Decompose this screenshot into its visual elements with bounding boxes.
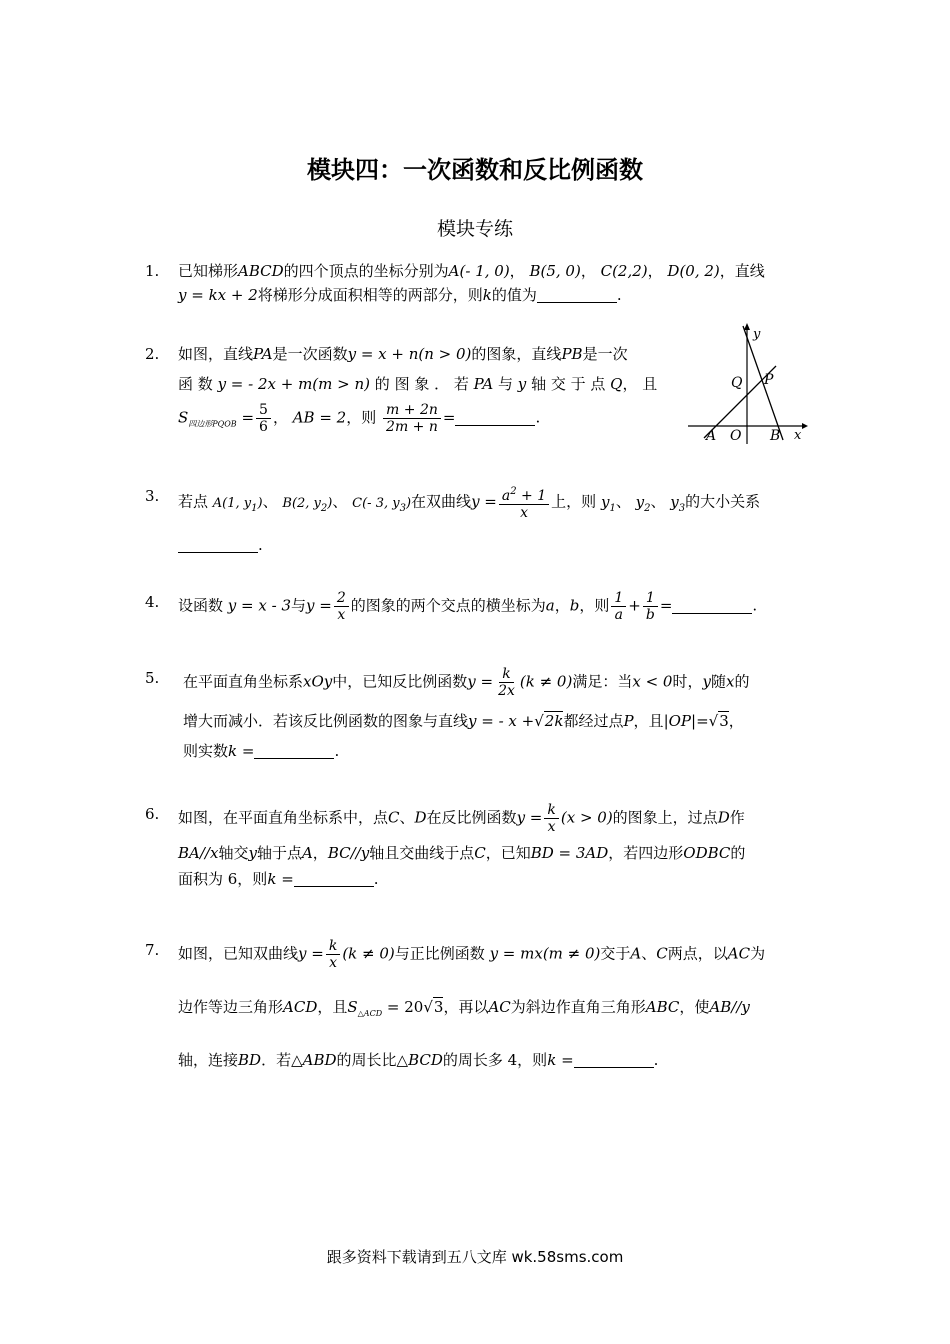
math: PA — [473, 375, 494, 393]
section-subtitle: 模块专练 — [436, 218, 513, 240]
label-q: Q — [731, 375, 743, 391]
text: 的值为 — [491, 286, 537, 304]
math: △ACD — [357, 1009, 383, 1018]
math: C — [474, 844, 486, 862]
question-line — [183, 709, 810, 733]
answer-blank — [254, 742, 334, 759]
text: 、 — [641, 944, 657, 963]
text: . — [653, 1051, 659, 1069]
y3 — [670, 492, 686, 514]
question-line — [183, 666, 810, 699]
text: 时， — [672, 672, 703, 691]
footer-text: 跟多资料下载请到五八文库 wk.58sms.com — [326, 1248, 624, 1266]
math: k — [267, 870, 277, 888]
text: 、 — [615, 492, 631, 511]
text: 是一次函数 — [272, 345, 348, 363]
math: k — [482, 286, 492, 304]
question-4 — [145, 590, 810, 623]
math: (x > 0) — [560, 808, 613, 827]
math: ABCD — [238, 262, 284, 280]
text: ， — [554, 596, 570, 615]
text: 轴交 — [218, 844, 249, 862]
denominator: a — [614, 607, 623, 623]
math: PB — [561, 345, 583, 363]
text: 的 图 象 ． 若 — [374, 375, 469, 393]
numerator: k — [544, 802, 558, 819]
math: BA//x — [178, 844, 219, 862]
subscript: 2 — [644, 502, 651, 514]
math: BC//y — [327, 844, 370, 862]
math: C(2,2) — [600, 262, 648, 280]
label-p: P — [764, 372, 774, 388]
subscript: 3 — [399, 502, 406, 514]
question-line — [178, 841, 810, 865]
math: y = — [471, 492, 497, 511]
text: 轴且交曲线于点 — [369, 844, 475, 862]
question-line: $S_{四边形PQOB}$ = $\frac{5}{6}$ ， AB = 2，则 $\frac{m + 2n}{2m + n}$ = . — [178, 402, 541, 435]
fraction — [643, 590, 658, 623]
question-number: 3. — [145, 487, 160, 505]
answer-blank — [178, 536, 258, 553]
math: A — [630, 944, 642, 963]
label-o: O — [730, 428, 742, 444]
label-a: A — [706, 428, 717, 444]
denominator: 2m + n — [386, 419, 438, 435]
math: BD — [238, 1051, 262, 1069]
text: 若点 — [178, 492, 209, 511]
text: 中，已知反比例函数 — [332, 672, 468, 691]
question-2 — [145, 342, 685, 437]
text: ，已知 — [485, 844, 531, 862]
math: y = x - 3 — [227, 596, 291, 615]
text: 如图，直线 — [178, 345, 254, 363]
text: . — [373, 870, 379, 888]
text: ．若 — [261, 1051, 292, 1069]
math: (k ≠ 0) — [519, 672, 573, 691]
point-b — [282, 495, 333, 514]
text: 的图象，直线 — [471, 345, 562, 363]
subscript: 1 — [251, 502, 258, 514]
numerator: 5 — [256, 402, 271, 419]
math: xOy — [303, 672, 333, 691]
math: y — [600, 492, 610, 511]
text: 上，则 — [551, 492, 597, 511]
math: C — [656, 944, 668, 963]
denominator: x — [547, 819, 556, 835]
text: 的周长比 — [336, 1051, 397, 1069]
math: ) — [327, 495, 333, 511]
math: b — [569, 596, 580, 615]
question-number: 4. — [145, 593, 160, 611]
point-a — [212, 495, 263, 514]
math: y = — [467, 672, 494, 691]
question-line: 已知梯形ABCD的四个顶点的坐标分别为A(- 1, 0)， B(5, 0)， C(2,2)， D(0, 2)，直线 — [178, 262, 765, 280]
question-3 — [145, 484, 810, 557]
text: 已知梯形 — [178, 262, 239, 280]
math: C(- 3, y — [352, 495, 400, 511]
y1 — [600, 492, 616, 514]
text: = — [659, 596, 673, 615]
math: x — [725, 672, 735, 691]
question-7 — [145, 938, 810, 1072]
text: 随 — [710, 672, 726, 691]
question-line — [178, 372, 685, 396]
text: 如图，在平面直角坐标系中，点 — [178, 808, 389, 827]
math: D(0, 2) — [667, 262, 720, 280]
text: 的大小关系 — [685, 492, 761, 511]
text: 为 — [750, 944, 766, 963]
math: △BCD — [396, 1051, 443, 1069]
question-number: 6. — [145, 805, 160, 823]
text: 轴，连接 — [178, 1051, 239, 1069]
question-number: 7. — [145, 941, 160, 959]
y-axis-arrow — [744, 323, 750, 330]
math: 3 — [433, 998, 444, 1016]
subscript: 1 — [609, 502, 616, 514]
math: (k ≠ 0) — [342, 944, 395, 963]
question-6 — [145, 802, 810, 891]
math: ) — [257, 495, 263, 511]
text: 为斜边作直角三角形 — [510, 998, 646, 1016]
math: √ — [534, 712, 544, 730]
question-1 — [145, 259, 810, 307]
text: 则实数 — [183, 742, 229, 760]
label-y: y — [753, 327, 761, 342]
question-line — [178, 802, 810, 835]
text: 将梯形分成面积相等的两部分，则 — [257, 286, 483, 304]
numerator: k — [499, 666, 513, 683]
answer-blank — [574, 1051, 654, 1068]
answer-blank — [672, 597, 752, 614]
question-number: 1. — [145, 262, 160, 280]
text: . — [535, 408, 541, 427]
denominator: x — [337, 607, 346, 623]
text: 轴 交 于 点 — [531, 375, 606, 393]
fraction — [383, 402, 441, 435]
text: 是一次 — [582, 345, 628, 363]
text: . — [334, 742, 340, 760]
text: 、 — [332, 492, 348, 511]
math: y = - x + — [468, 712, 535, 730]
text: 两点，以 — [667, 944, 728, 963]
question-line — [178, 342, 685, 366]
line-pb — [743, 326, 783, 440]
numerator — [499, 484, 549, 505]
question-line — [178, 484, 810, 521]
text: 都经过点 — [563, 712, 624, 730]
text: 的图象的两个交点的横坐标为 — [350, 596, 546, 615]
question-5 — [145, 666, 810, 763]
math: BD = 3AD — [530, 844, 609, 862]
math: ) — [405, 495, 412, 511]
text: 的 — [734, 672, 750, 691]
text: 设函数 — [178, 596, 224, 615]
text: 的四个顶点的坐标分别为 — [283, 262, 449, 280]
math: Q — [610, 375, 623, 393]
math: 3 — [719, 712, 729, 730]
text: 作 — [729, 808, 745, 827]
numerator: m + 2n — [383, 402, 441, 419]
math: = 20 — [386, 998, 424, 1016]
math: x < 0 — [632, 672, 673, 691]
text: ，且 — [633, 712, 664, 730]
label-x: x — [794, 428, 802, 443]
text: 、 — [399, 808, 415, 827]
math: y = — [298, 944, 324, 963]
text: ，则 — [579, 596, 610, 615]
text: ，使 — [679, 998, 710, 1016]
text: ， 且 — [622, 375, 658, 393]
math: P — [623, 712, 634, 730]
math: y = kx + 2 — [178, 286, 258, 304]
fraction — [611, 590, 626, 623]
math: k — [228, 742, 238, 760]
page-title: 模块四：一次函数和反比例函数 — [307, 156, 643, 184]
question-line — [178, 533, 810, 557]
text: ， — [728, 712, 744, 730]
math: ACD — [283, 998, 318, 1016]
math: y = x + n(n > 0) — [347, 345, 472, 363]
text: 与正比例函数 — [394, 944, 485, 963]
text: 、 — [262, 492, 278, 511]
math: √ — [708, 712, 719, 730]
numerator: k — [326, 938, 340, 955]
subscript: 2 — [320, 502, 328, 514]
math: y = - 2x + m(m > n) — [217, 375, 371, 393]
text: 轴于点 — [256, 844, 302, 862]
text: = — [241, 742, 255, 760]
math: = — [696, 712, 709, 730]
answer-blank — [537, 286, 617, 303]
question-line — [178, 867, 810, 891]
math: a — [545, 596, 555, 615]
math: AB//y — [709, 998, 750, 1016]
fraction — [544, 802, 558, 835]
text: + — [628, 596, 641, 615]
math: ABC — [645, 998, 680, 1016]
y2 — [635, 492, 651, 514]
text: 满足：当 — [572, 672, 633, 691]
text: = — [561, 1051, 574, 1069]
question-line: 边作等边三角形ACD，且$S_{\triangle ACD} = 20√3$，再以AC为斜边作直角三角形ABC，使AB//y — [178, 998, 750, 1018]
text: 函 数 — [178, 375, 213, 393]
math: + 1 — [516, 488, 547, 504]
fraction — [326, 938, 340, 971]
question-line — [178, 1048, 810, 1072]
point-c — [352, 495, 412, 514]
text: = — [442, 408, 456, 427]
question-line — [178, 590, 810, 623]
text: ，直线 — [719, 262, 765, 280]
question-line — [178, 283, 810, 307]
subscript: 3 — [678, 502, 686, 514]
denominator: x — [520, 505, 528, 521]
text: ，且 — [317, 998, 348, 1016]
math: ODBC — [683, 844, 731, 862]
text: 边作等边三角形 — [178, 998, 284, 1016]
fraction — [499, 484, 549, 521]
text: 在平面直角坐标系 — [183, 672, 304, 691]
math: A(1, y — [212, 495, 252, 511]
text: 的 — [730, 844, 746, 862]
text: 增大而减小．若该反比例函数的图象与直线 — [183, 712, 469, 730]
question-line — [183, 739, 810, 763]
text: . — [752, 596, 758, 615]
math: y — [517, 375, 527, 393]
text: 在双曲线 — [411, 492, 472, 511]
text: 的图象上，过点 — [612, 808, 718, 827]
denominator: b — [645, 607, 655, 623]
answer-blank — [294, 870, 374, 887]
math: D — [414, 808, 427, 827]
text: ，再以 — [443, 998, 489, 1016]
math: a — [501, 488, 511, 504]
text: 的周长多 4，则 — [442, 1051, 548, 1069]
question-number: 2. — [145, 345, 160, 363]
math: k — [547, 1051, 557, 1069]
math: y = — [306, 596, 332, 615]
math: B(5, 0) — [529, 262, 581, 280]
math: C — [388, 808, 400, 827]
text: = — [281, 870, 294, 888]
text: 交于 — [600, 944, 631, 963]
text: 如图，已知双曲线 — [178, 944, 299, 963]
math: B(2, y — [282, 495, 321, 511]
numerator: 1 — [611, 590, 626, 607]
numerator: 1 — [643, 590, 658, 607]
math: AC — [727, 944, 751, 963]
math: A(- 1, 0) — [448, 262, 510, 280]
superscript: 2 — [510, 486, 517, 497]
text: . — [258, 536, 263, 554]
answer-blank — [455, 409, 535, 426]
denominator: 6 — [259, 419, 268, 435]
math: y — [670, 492, 679, 511]
math: y = — [516, 808, 543, 827]
text: ， — [312, 844, 328, 862]
math: y — [702, 672, 711, 691]
text: 与 — [498, 375, 514, 393]
question-line — [178, 938, 810, 971]
text: . — [616, 286, 622, 304]
question-2-figure — [686, 322, 808, 446]
text: 、 — [650, 492, 666, 511]
numerator: 2 — [334, 590, 349, 607]
text: ，则 — [346, 408, 377, 427]
question-number: 5. — [145, 669, 160, 687]
math: |OP| — [663, 712, 697, 730]
x-axis-arrow — [802, 423, 808, 429]
text: 面积为 6，则 — [178, 870, 268, 888]
fraction — [334, 590, 349, 623]
math: S — [347, 998, 358, 1016]
math: 四边形PQOB — [188, 419, 237, 429]
label-b: B — [770, 428, 781, 444]
math: D — [717, 808, 730, 827]
denominator: x — [329, 955, 338, 971]
math: S — [178, 408, 189, 427]
denominator: 2x — [498, 683, 515, 699]
text: ，若四边形 — [608, 844, 684, 862]
fraction — [495, 666, 518, 699]
math: PA — [253, 345, 273, 363]
math: y — [635, 492, 645, 511]
math: y — [248, 844, 257, 862]
math: A — [301, 844, 313, 862]
math: 2k — [544, 712, 564, 730]
math: △ABD — [291, 1051, 337, 1069]
math: AB = 2 — [292, 408, 347, 427]
text: 在反比例函数 — [426, 808, 517, 827]
text: 与 — [290, 596, 306, 615]
math: y = mx(m ≠ 0) — [489, 944, 601, 963]
fraction — [256, 402, 271, 435]
math: AC — [488, 998, 511, 1016]
